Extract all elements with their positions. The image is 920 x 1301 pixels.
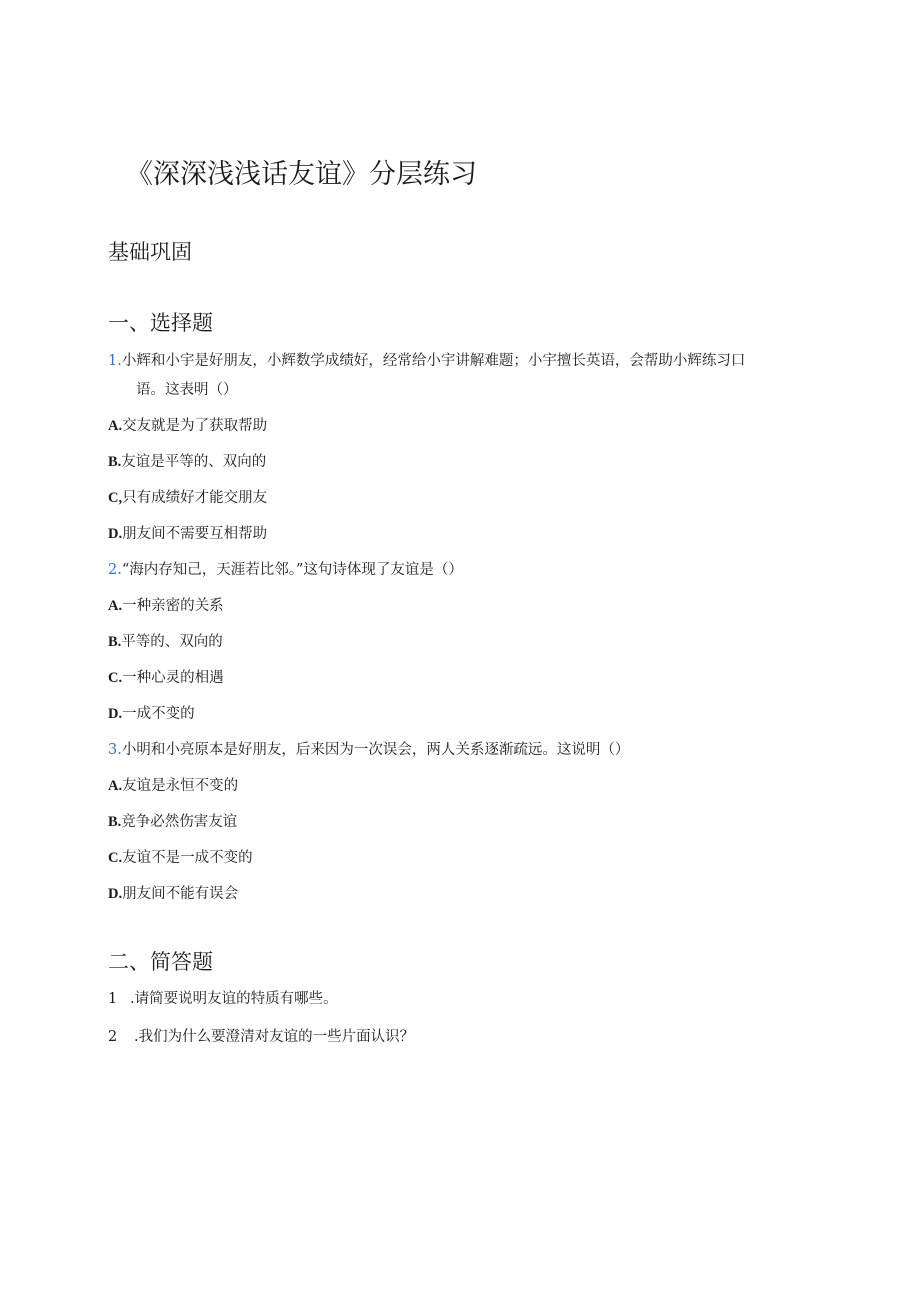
option-2d: D.一成不变的: [108, 706, 195, 722]
question-1: [108, 351, 745, 371]
question-text: .我们为什么要澄清对友谊的一些片面认识？: [134, 1029, 415, 1045]
question-number: 2.: [108, 562, 122, 578]
option-2c: C.一种心灵的相遇: [108, 670, 224, 686]
sa-section-heading: 二、简答题: [108, 950, 213, 974]
question-text: .请简要说明友谊的特质有哪些。: [130, 991, 338, 1007]
question-2: [108, 560, 463, 580]
question-number: 2: [108, 1029, 118, 1045]
option-3c: C.友谊不是一成不变的: [108, 850, 253, 866]
option-3b: B.竞争必然伤害友谊: [108, 814, 238, 830]
option-1c: C,只有成绩好才能交朋友: [108, 490, 268, 506]
option-1a: A.交友就是为了获取帮助: [108, 418, 268, 434]
option-2b: B.平等的、双向的: [108, 634, 223, 650]
option-1b: B.友谊是平等的、双向的: [108, 454, 267, 470]
question-text: 小明和小亮原本是好朋友，后来因为一次误会，两人关系逐渐疏远。这说明（）: [121, 742, 630, 758]
question-1-continued: 语。这表明（）: [136, 382, 238, 398]
short-answer-2: [108, 1027, 414, 1047]
mc-section-heading: 一、选择题: [108, 311, 213, 335]
option-3a: A.友谊是永恒不变的: [108, 778, 239, 794]
level-heading: 基础巩固: [108, 240, 192, 264]
option-1d: D.朋友间不需要互相帮助: [108, 526, 268, 542]
short-answer-1: [108, 989, 338, 1009]
question-text: 小辉和小宇是好朋友，小辉数学成绩好，经常给小宇讲解难题；小宇擅长英语，会帮助小辉练习口: [121, 353, 746, 369]
question-number: 3.: [108, 742, 122, 758]
question-3: [108, 740, 629, 760]
page-title: 《深深浅浅话友谊》分层练习: [126, 159, 477, 190]
question-text: “海内存知己，天涯若比邻。”这句诗体现了友谊是（）: [121, 562, 463, 578]
question-number: 1: [108, 991, 118, 1007]
question-number: 1.: [108, 353, 122, 369]
option-2a: A.一种亲密的关系: [108, 598, 224, 614]
option-3d: D.朋友间不能有误会: [108, 886, 239, 902]
